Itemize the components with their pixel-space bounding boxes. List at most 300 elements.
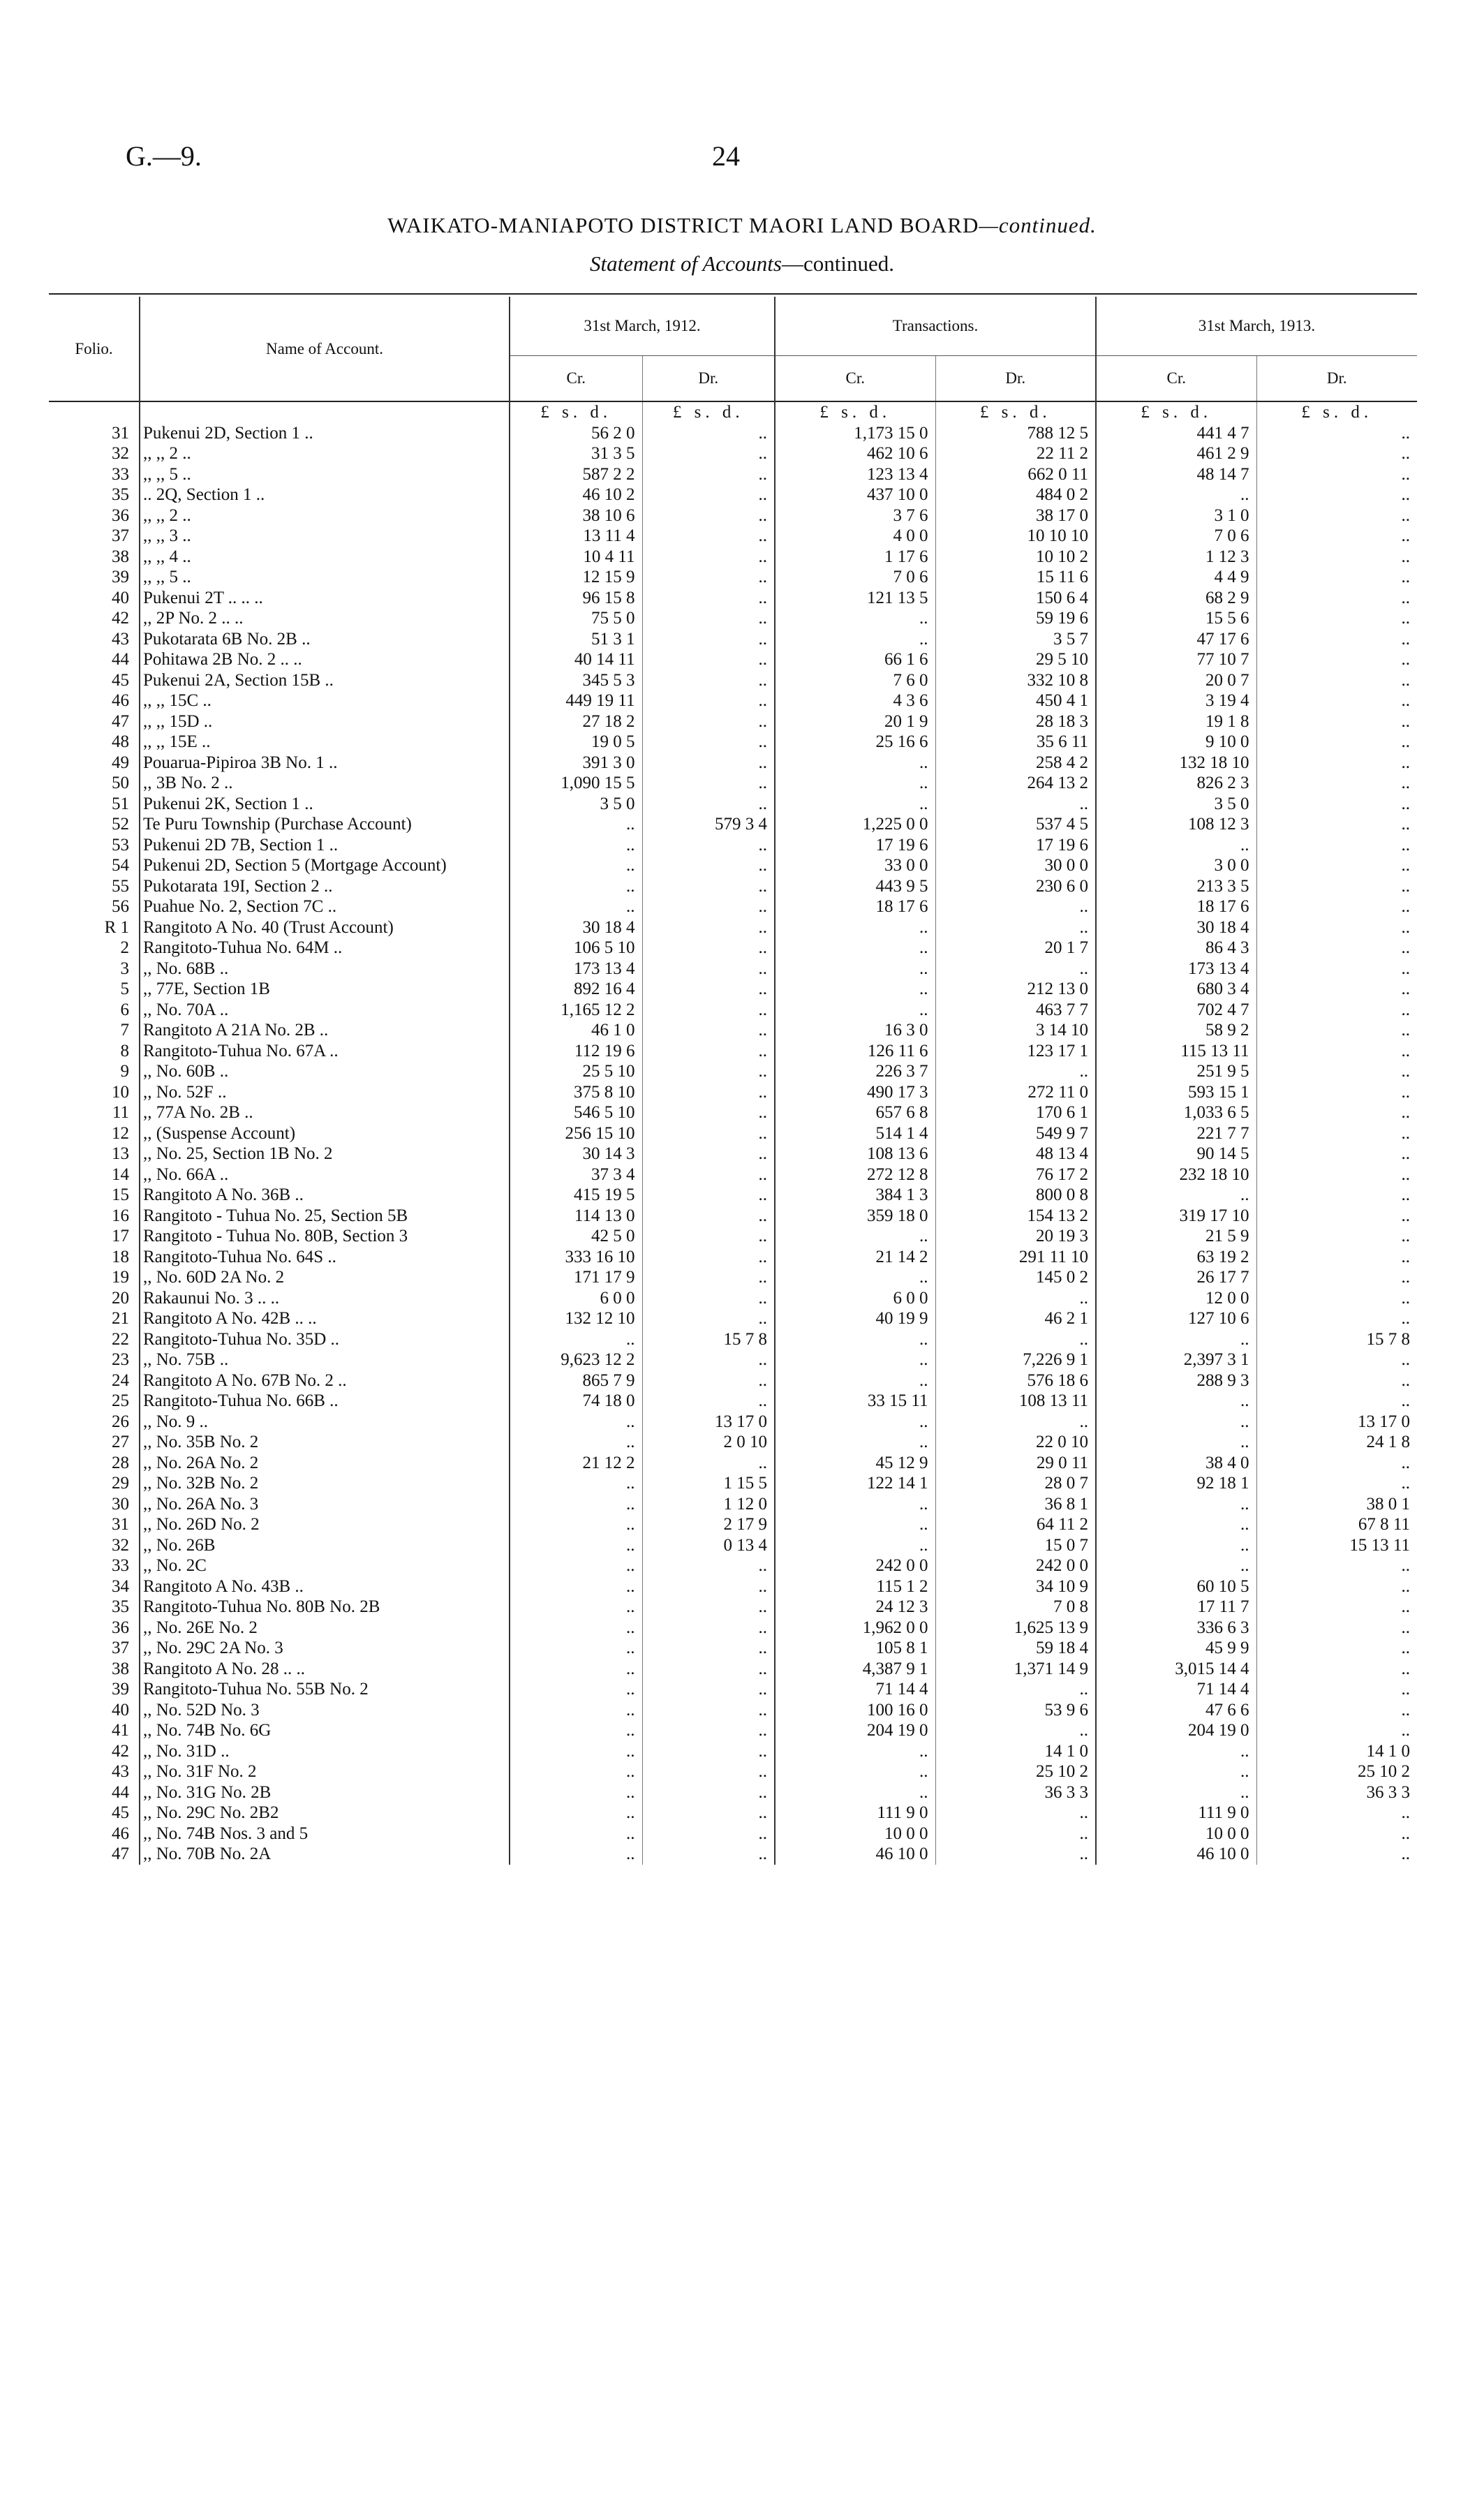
account-name-cell: ,, 3B No. 2 .. bbox=[140, 773, 510, 794]
cr-1912-cell: 171 17 9 bbox=[510, 1267, 642, 1288]
cr-1912-cell: 1,090 15 5 bbox=[510, 773, 642, 794]
transactions-dr-cell: 537 4 5 bbox=[935, 814, 1096, 835]
folio-cell: 50 bbox=[112, 774, 129, 792]
folio-cell: 37 bbox=[112, 1639, 129, 1657]
folio-cell: 46 bbox=[112, 1824, 129, 1843]
dr-1913-cell: .. bbox=[1256, 794, 1417, 815]
dr-1913-cell: .. bbox=[1256, 1638, 1417, 1659]
units-label: £ s. d. bbox=[1096, 401, 1256, 423]
folio-cell: 24 bbox=[112, 1370, 129, 1390]
table-row bbox=[49, 1535, 1417, 1556]
folio-cell: 17 bbox=[112, 1227, 129, 1245]
cr-1913-cell: 251 9 5 bbox=[1096, 1061, 1256, 1082]
cr-1913-cell: 12 0 0 bbox=[1096, 1288, 1256, 1309]
table-row bbox=[49, 794, 1417, 815]
dr-1912-cell: .. bbox=[642, 1597, 775, 1618]
table-row bbox=[49, 835, 1417, 856]
table-row bbox=[49, 485, 1417, 505]
folio-cell: 38 bbox=[112, 547, 129, 566]
table-row bbox=[49, 1453, 1417, 1474]
header-1912: 31st March, 1912. bbox=[510, 297, 775, 356]
transactions-cr-cell: 17 19 6 bbox=[775, 835, 935, 856]
dr-1913-cell: .. bbox=[1256, 1618, 1417, 1639]
transactions-cr-cell: .. bbox=[775, 1741, 935, 1762]
dr-1912-cell: .. bbox=[642, 588, 775, 609]
cr-1912-cell: 46 10 2 bbox=[510, 485, 642, 505]
dr-1912-cell: .. bbox=[642, 1555, 775, 1576]
dr-1912-cell: .. bbox=[642, 979, 775, 1000]
transactions-dr-cell: 662 0 11 bbox=[935, 464, 1096, 485]
cr-1912-cell: 31 3 5 bbox=[510, 443, 642, 464]
cr-1912-cell: .. bbox=[510, 1659, 642, 1680]
table-row bbox=[49, 1020, 1417, 1041]
cr-1912-cell: .. bbox=[510, 876, 642, 897]
cr-1912-cell: .. bbox=[510, 1555, 642, 1576]
dr-1913-cell: .. bbox=[1256, 1164, 1417, 1185]
dr-1913-cell: .. bbox=[1256, 959, 1417, 979]
account-name-cell: ,, No. 2C bbox=[140, 1555, 510, 1576]
table-row bbox=[49, 938, 1417, 959]
table-row bbox=[49, 443, 1417, 464]
folio-cell: 7 bbox=[120, 1021, 129, 1040]
dr-1912-cell: .. bbox=[642, 711, 775, 732]
account-name-cell: Rangitoto A No. 36B .. bbox=[140, 1185, 510, 1206]
dr-1913-cell: .. bbox=[1256, 1041, 1417, 1062]
cr-1913-cell: 4 4 9 bbox=[1096, 567, 1256, 588]
cr-1913-cell: .. bbox=[1096, 1741, 1256, 1762]
cr-1912-cell: .. bbox=[510, 1412, 642, 1433]
cr-1912-cell: .. bbox=[510, 1329, 642, 1350]
table-row bbox=[49, 526, 1417, 547]
transactions-dr-cell: 36 3 3 bbox=[935, 1782, 1096, 1803]
cr-1913-cell: 63 19 2 bbox=[1096, 1247, 1256, 1268]
transactions-dr-cell: 242 0 0 bbox=[935, 1555, 1096, 1576]
account-name-cell: Rangitoto A No. 40 (Trust Account) bbox=[140, 917, 510, 938]
cr-1912-cell: .. bbox=[510, 1720, 642, 1741]
folio-cell: 10 bbox=[112, 1082, 129, 1102]
dr-1913-cell: .. bbox=[1256, 1144, 1417, 1164]
table-row bbox=[49, 732, 1417, 753]
cr-1912-cell: 56 2 0 bbox=[510, 423, 642, 444]
folio-cell: 56 bbox=[112, 897, 129, 916]
transactions-dr-cell: 154 13 2 bbox=[935, 1206, 1096, 1227]
cr-1912-cell: .. bbox=[510, 1576, 642, 1597]
cr-1912-cell: 112 19 6 bbox=[510, 1041, 642, 1062]
transactions-dr-cell: 15 0 7 bbox=[935, 1535, 1096, 1556]
transactions-dr-cell: 1,371 14 9 bbox=[935, 1659, 1096, 1680]
header-1913-cr: Cr. bbox=[1096, 356, 1256, 402]
cr-1912-cell: .. bbox=[510, 1824, 642, 1844]
dr-1912-cell: .. bbox=[642, 794, 775, 815]
folio-cell: 28 bbox=[112, 1453, 129, 1472]
cr-1912-cell: 587 2 2 bbox=[510, 464, 642, 485]
account-name-cell: ,, ,, 3 .. bbox=[140, 526, 510, 547]
transactions-dr-cell: 230 6 0 bbox=[935, 876, 1096, 897]
transactions-cr-cell: 46 10 0 bbox=[775, 1844, 935, 1865]
cr-1913-cell: 2,397 3 1 bbox=[1096, 1349, 1256, 1370]
transactions-dr-cell: 123 17 1 bbox=[935, 1041, 1096, 1062]
cr-1913-cell: 319 17 10 bbox=[1096, 1206, 1256, 1227]
table-row bbox=[49, 1349, 1417, 1370]
table-row bbox=[49, 567, 1417, 588]
folio-cell: 37 bbox=[112, 526, 129, 545]
folio-cell: 43 bbox=[112, 629, 129, 649]
dr-1913-cell: .. bbox=[1256, 547, 1417, 568]
account-name-cell: ,, No. 74B Nos. 3 and 5 bbox=[140, 1824, 510, 1844]
transactions-cr-cell: 21 14 2 bbox=[775, 1247, 935, 1268]
units-label: £ s. d. bbox=[642, 401, 775, 423]
cr-1913-cell: 108 12 3 bbox=[1096, 814, 1256, 835]
folio-cell: 3 bbox=[120, 959, 129, 978]
dr-1913-cell: .. bbox=[1256, 1061, 1417, 1082]
table-row bbox=[49, 1267, 1417, 1288]
dr-1912-cell: .. bbox=[642, 1741, 775, 1762]
cr-1912-cell: .. bbox=[510, 1618, 642, 1639]
account-name-cell: ,, (Suspense Account) bbox=[140, 1123, 510, 1144]
folio-cell: 16 bbox=[112, 1206, 129, 1225]
cr-1913-cell: 45 9 9 bbox=[1096, 1638, 1256, 1659]
dr-1912-cell: .. bbox=[642, 690, 775, 711]
folio-cell: 22 bbox=[112, 1329, 129, 1349]
transactions-cr-cell: 3 7 6 bbox=[775, 505, 935, 526]
cr-1913-cell: 826 2 3 bbox=[1096, 773, 1256, 794]
dr-1913-cell: .. bbox=[1256, 1206, 1417, 1227]
table-row bbox=[49, 1473, 1417, 1494]
account-name-cell: ,, No. 52F .. bbox=[140, 1082, 510, 1103]
document-title bbox=[0, 213, 1484, 238]
transactions-dr-cell: 28 0 7 bbox=[935, 1473, 1096, 1494]
transactions-cr-cell: 490 17 3 bbox=[775, 1082, 935, 1103]
transactions-dr-cell: 30 0 0 bbox=[935, 855, 1096, 876]
cr-1912-cell: 3 5 0 bbox=[510, 794, 642, 815]
account-name-cell: Pukenui 2K, Section 1 .. bbox=[140, 794, 510, 815]
dr-1913-cell: .. bbox=[1256, 1226, 1417, 1247]
folio-cell: 48 bbox=[112, 732, 129, 751]
subtitle-main: Statement of Accounts bbox=[590, 251, 782, 276]
transactions-dr-cell: 463 7 7 bbox=[935, 1000, 1096, 1021]
transactions-dr-cell: 48 13 4 bbox=[935, 1144, 1096, 1164]
cr-1913-cell: 86 4 3 bbox=[1096, 938, 1256, 959]
table-row bbox=[49, 1618, 1417, 1639]
cr-1913-cell: 3 1 0 bbox=[1096, 505, 1256, 526]
folio-cell: 25 bbox=[112, 1391, 129, 1410]
cr-1912-cell: 345 5 3 bbox=[510, 670, 642, 691]
dr-1912-cell: .. bbox=[642, 1576, 775, 1597]
transactions-dr-cell: 108 13 11 bbox=[935, 1391, 1096, 1412]
transactions-cr-cell: 7 6 0 bbox=[775, 670, 935, 691]
dr-1912-cell: .. bbox=[642, 1638, 775, 1659]
account-name-cell: ,, No. 31D .. bbox=[140, 1741, 510, 1762]
table-row bbox=[49, 1370, 1417, 1391]
cr-1912-cell: 38 10 6 bbox=[510, 505, 642, 526]
transactions-dr-cell: .. bbox=[935, 1061, 1096, 1082]
folio-cell: 32 bbox=[112, 444, 129, 463]
dr-1912-cell: .. bbox=[642, 1144, 775, 1164]
cr-1912-cell: .. bbox=[510, 1494, 642, 1515]
table-row bbox=[49, 1597, 1417, 1618]
table-row bbox=[49, 1679, 1417, 1700]
cr-1913-cell: 232 18 10 bbox=[1096, 1164, 1256, 1185]
dr-1912-cell: .. bbox=[642, 1082, 775, 1103]
dr-1913-cell: .. bbox=[1256, 1576, 1417, 1597]
account-name-cell: Puahue No. 2, Section 7C .. bbox=[140, 896, 510, 917]
dr-1912-cell: .. bbox=[642, 1453, 775, 1474]
dr-1912-cell: .. bbox=[642, 753, 775, 774]
cr-1913-cell: 461 2 9 bbox=[1096, 443, 1256, 464]
account-name-cell: Pukenui 2A, Section 15B .. bbox=[140, 670, 510, 691]
dr-1913-cell: .. bbox=[1256, 1597, 1417, 1618]
transactions-dr-cell: 64 11 2 bbox=[935, 1514, 1096, 1535]
cr-1913-cell: 204 19 0 bbox=[1096, 1720, 1256, 1741]
accounts-table bbox=[49, 297, 1417, 1865]
dr-1913-cell: .. bbox=[1256, 753, 1417, 774]
table-row bbox=[49, 1824, 1417, 1844]
folio-cell: 31 bbox=[112, 423, 129, 443]
header-1913-dr: Dr. bbox=[1256, 356, 1417, 402]
transactions-dr-cell: 150 6 4 bbox=[935, 588, 1096, 609]
account-name-cell: Pukenui 2T .. .. .. bbox=[140, 588, 510, 609]
cr-1912-cell: 449 19 11 bbox=[510, 690, 642, 711]
cr-1912-cell: .. bbox=[510, 1844, 642, 1865]
table-row bbox=[49, 608, 1417, 629]
transactions-dr-cell: 22 0 10 bbox=[935, 1432, 1096, 1453]
header-transactions: Transactions. bbox=[775, 297, 1096, 356]
cr-1912-cell: 132 12 10 bbox=[510, 1308, 642, 1329]
transactions-cr-cell: 4 0 0 bbox=[775, 526, 935, 547]
cr-1913-cell: .. bbox=[1096, 835, 1256, 856]
dr-1913-cell: .. bbox=[1256, 464, 1417, 485]
transactions-cr-cell: 123 13 4 bbox=[775, 464, 935, 485]
transactions-cr-cell: .. bbox=[775, 1494, 935, 1515]
cr-1913-cell: .. bbox=[1096, 1761, 1256, 1782]
cr-1913-cell: .. bbox=[1096, 1555, 1256, 1576]
transactions-dr-cell: .. bbox=[935, 1679, 1096, 1700]
transactions-dr-cell: 25 10 2 bbox=[935, 1761, 1096, 1782]
dr-1912-cell: .. bbox=[642, 423, 775, 444]
transactions-cr-cell: .. bbox=[775, 1782, 935, 1803]
transactions-cr-cell: 18 17 6 bbox=[775, 896, 935, 917]
table-row bbox=[49, 629, 1417, 650]
transactions-cr-cell: 122 14 1 bbox=[775, 1473, 935, 1494]
dr-1912-cell: .. bbox=[642, 1061, 775, 1082]
dr-1913-cell: .. bbox=[1256, 649, 1417, 670]
account-name-cell: ,, ,, 5 .. bbox=[140, 567, 510, 588]
cr-1913-cell: 38 4 0 bbox=[1096, 1453, 1256, 1474]
cr-1912-cell: 42 5 0 bbox=[510, 1226, 642, 1247]
page-number: 24 bbox=[712, 140, 740, 172]
dr-1912-cell: .. bbox=[642, 1164, 775, 1185]
transactions-cr-cell: 66 1 6 bbox=[775, 649, 935, 670]
transactions-dr-cell: 788 12 5 bbox=[935, 423, 1096, 444]
account-name-cell: Pohitawa 2B No. 2 .. .. bbox=[140, 649, 510, 670]
account-name-cell: ,, No. 32B No. 2 bbox=[140, 1473, 510, 1494]
dr-1913-cell: 15 7 8 bbox=[1256, 1329, 1417, 1350]
table-row bbox=[49, 1761, 1417, 1782]
dr-1912-cell: .. bbox=[642, 1679, 775, 1700]
dr-1913-cell: .. bbox=[1256, 1000, 1417, 1021]
folio-cell: 11 bbox=[112, 1103, 129, 1122]
dr-1913-cell: .. bbox=[1256, 423, 1417, 444]
dr-1912-cell: .. bbox=[642, 1618, 775, 1639]
dr-1913-cell: .. bbox=[1256, 1679, 1417, 1700]
transactions-dr-cell: 145 0 2 bbox=[935, 1267, 1096, 1288]
dr-1913-cell: .. bbox=[1256, 1349, 1417, 1370]
transactions-dr-cell: 7 0 8 bbox=[935, 1597, 1096, 1618]
table-row bbox=[49, 979, 1417, 1000]
dr-1913-cell: .. bbox=[1256, 1453, 1417, 1474]
table-row bbox=[49, 1576, 1417, 1597]
dr-1912-cell: .. bbox=[642, 608, 775, 629]
transactions-dr-cell: 10 10 2 bbox=[935, 547, 1096, 568]
table-row bbox=[49, 1741, 1417, 1762]
account-name-cell: ,, No. 31G No. 2B bbox=[140, 1782, 510, 1803]
dr-1912-cell: .. bbox=[642, 547, 775, 568]
cr-1913-cell: 173 13 4 bbox=[1096, 959, 1256, 979]
table-row bbox=[49, 1638, 1417, 1659]
transactions-dr-cell: 1,625 13 9 bbox=[935, 1618, 1096, 1639]
cr-1912-cell: 256 15 10 bbox=[510, 1123, 642, 1144]
cr-1913-cell: 47 6 6 bbox=[1096, 1700, 1256, 1721]
cr-1912-cell: .. bbox=[510, 1679, 642, 1700]
table-row bbox=[49, 1329, 1417, 1350]
folio-cell: 36 bbox=[112, 1618, 129, 1637]
units-label: £ s. d. bbox=[510, 401, 642, 423]
transactions-dr-cell: 10 10 10 bbox=[935, 526, 1096, 547]
dr-1912-cell: .. bbox=[642, 1247, 775, 1268]
account-name-cell: ,, No. 26A No. 2 bbox=[140, 1453, 510, 1474]
transactions-cr-cell: .. bbox=[775, 753, 935, 774]
transactions-cr-cell: 10 0 0 bbox=[775, 1824, 935, 1844]
cr-1913-cell: 92 18 1 bbox=[1096, 1473, 1256, 1494]
account-name-cell: ,, No. 70A .. bbox=[140, 1000, 510, 1021]
account-name-cell: Rangitoto A No. 42B .. .. bbox=[140, 1308, 510, 1329]
transactions-dr-cell: 34 10 9 bbox=[935, 1576, 1096, 1597]
folio-cell: 20 bbox=[112, 1288, 129, 1308]
dr-1913-cell: 67 8 11 bbox=[1256, 1514, 1417, 1535]
account-name-cell: ,, No. 25, Section 1B No. 2 bbox=[140, 1144, 510, 1164]
dr-1912-cell: .. bbox=[642, 526, 775, 547]
header-folio: Folio. bbox=[49, 297, 140, 401]
dr-1913-cell: .. bbox=[1256, 485, 1417, 505]
cr-1912-cell: .. bbox=[510, 1514, 642, 1535]
account-name-cell: Rangitoto-Tuhua No. 80B No. 2B bbox=[140, 1597, 510, 1618]
transactions-cr-cell: 7 0 6 bbox=[775, 567, 935, 588]
cr-1912-cell: 21 12 2 bbox=[510, 1453, 642, 1474]
cr-1913-cell: 702 4 7 bbox=[1096, 1000, 1256, 1021]
transactions-dr-cell: .. bbox=[935, 1412, 1096, 1433]
cr-1913-cell: 60 10 5 bbox=[1096, 1576, 1256, 1597]
transactions-cr-cell: 25 16 6 bbox=[775, 732, 935, 753]
transactions-dr-cell: 20 1 7 bbox=[935, 938, 1096, 959]
dr-1912-cell: .. bbox=[642, 1288, 775, 1309]
transactions-cr-cell: .. bbox=[775, 629, 935, 650]
dr-1913-cell: .. bbox=[1256, 670, 1417, 691]
cr-1913-cell: 17 11 7 bbox=[1096, 1597, 1256, 1618]
dr-1912-cell: .. bbox=[642, 1185, 775, 1206]
folio-cell: 2 bbox=[120, 938, 129, 957]
transactions-dr-cell: .. bbox=[935, 794, 1096, 815]
table-row bbox=[49, 1308, 1417, 1329]
transactions-cr-cell: 33 15 11 bbox=[775, 1391, 935, 1412]
dr-1913-cell: 24 1 8 bbox=[1256, 1432, 1417, 1453]
dr-1912-cell: .. bbox=[642, 1349, 775, 1370]
cr-1913-cell: .. bbox=[1096, 485, 1256, 505]
transactions-dr-cell: 800 0 8 bbox=[935, 1185, 1096, 1206]
cr-1912-cell: 46 1 0 bbox=[510, 1020, 642, 1041]
cr-1912-cell: 546 5 10 bbox=[510, 1102, 642, 1123]
cr-1912-cell: 51 3 1 bbox=[510, 629, 642, 650]
transactions-dr-cell: 22 11 2 bbox=[935, 443, 1096, 464]
account-name-cell: ,, 2P No. 2 .. .. bbox=[140, 608, 510, 629]
folio-cell: 44 bbox=[112, 650, 129, 669]
account-name-cell: Rangitoto-Tuhua No. 66B .. bbox=[140, 1391, 510, 1412]
dr-1912-cell: .. bbox=[642, 1102, 775, 1123]
title-main: WAIKATO-MANIAPOTO DISTRICT MAORI LAND BOARD bbox=[387, 213, 979, 237]
account-name-cell: Pukenui 2D 7B, Section 1 .. bbox=[140, 835, 510, 856]
cr-1912-cell: .. bbox=[510, 1741, 642, 1762]
transactions-cr-cell: 6 0 0 bbox=[775, 1288, 935, 1309]
table-row bbox=[49, 588, 1417, 609]
table-row bbox=[49, 1185, 1417, 1206]
header-trans-cr: Cr. bbox=[775, 356, 935, 402]
dr-1912-cell: 0 13 4 bbox=[642, 1535, 775, 1556]
dr-1912-cell: 579 3 4 bbox=[642, 814, 775, 835]
units-label: £ s. d. bbox=[775, 401, 935, 423]
transactions-dr-cell: .. bbox=[935, 1824, 1096, 1844]
transactions-dr-cell: 20 19 3 bbox=[935, 1226, 1096, 1247]
folio-cell: 21 bbox=[112, 1309, 129, 1328]
cr-1912-cell: 333 16 10 bbox=[510, 1247, 642, 1268]
transactions-cr-cell: 40 19 9 bbox=[775, 1308, 935, 1329]
cr-1913-cell: 3 0 0 bbox=[1096, 855, 1256, 876]
folio-cell: 30 bbox=[112, 1494, 129, 1514]
account-name-cell: ,, ,, 15E .. bbox=[140, 732, 510, 753]
account-name-cell: ,, 77A No. 2B .. bbox=[140, 1102, 510, 1123]
transactions-dr-cell: 332 10 8 bbox=[935, 670, 1096, 691]
transactions-cr-cell: 384 1 3 bbox=[775, 1185, 935, 1206]
dr-1913-cell: .. bbox=[1256, 979, 1417, 1000]
transactions-dr-cell: 76 17 2 bbox=[935, 1164, 1096, 1185]
cr-1912-cell: .. bbox=[510, 1473, 642, 1494]
transactions-cr-cell: 71 14 4 bbox=[775, 1679, 935, 1700]
folio-cell: 27 bbox=[112, 1433, 129, 1451]
table-row bbox=[49, 1123, 1417, 1144]
table-row bbox=[49, 1206, 1417, 1227]
account-name-cell: ,, No. 26E No. 2 bbox=[140, 1618, 510, 1639]
dr-1912-cell: .. bbox=[642, 505, 775, 526]
dr-1913-cell: .. bbox=[1256, 443, 1417, 464]
dr-1912-cell: .. bbox=[642, 1226, 775, 1247]
cr-1913-cell: 132 18 10 bbox=[1096, 753, 1256, 774]
dr-1912-cell: .. bbox=[642, 629, 775, 650]
cr-1912-cell: .. bbox=[510, 1761, 642, 1782]
cr-1912-cell: .. bbox=[510, 1597, 642, 1618]
account-name-cell: ,, No. 60B .. bbox=[140, 1061, 510, 1082]
account-name-cell: Rangitoto-Tuhua No. 35D .. bbox=[140, 1329, 510, 1350]
dr-1913-cell: .. bbox=[1256, 1308, 1417, 1329]
table-row bbox=[49, 649, 1417, 670]
folio-cell: 23 bbox=[112, 1350, 129, 1369]
transactions-cr-cell: 1,225 0 0 bbox=[775, 814, 935, 835]
cr-1912-cell: 19 0 5 bbox=[510, 732, 642, 753]
table-row bbox=[49, 670, 1417, 691]
cr-1913-cell: 47 17 6 bbox=[1096, 629, 1256, 650]
dr-1913-cell: .. bbox=[1256, 1370, 1417, 1391]
cr-1913-cell: 71 14 4 bbox=[1096, 1679, 1256, 1700]
table-row bbox=[49, 814, 1417, 835]
transactions-cr-cell: 108 13 6 bbox=[775, 1144, 935, 1164]
report-reference: G.—9. bbox=[126, 140, 202, 172]
